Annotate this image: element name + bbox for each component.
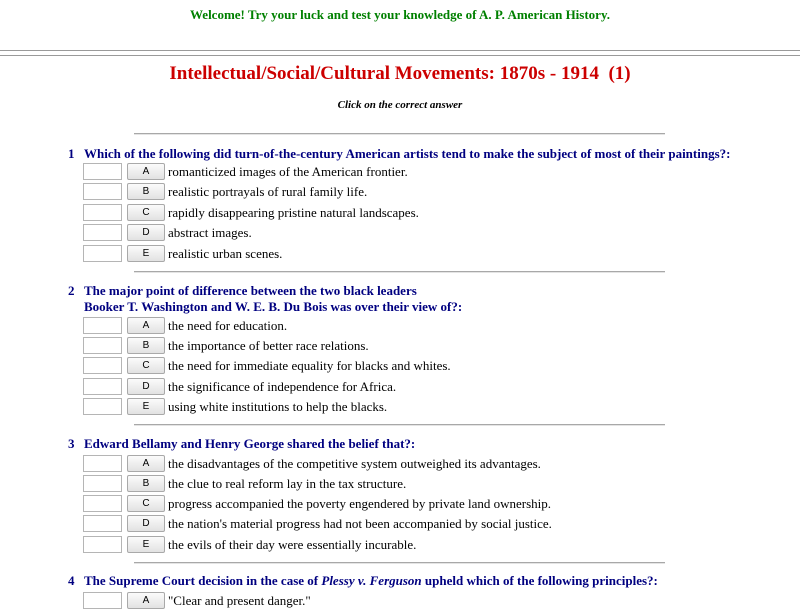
answer-b-button[interactable]: B bbox=[127, 337, 165, 354]
answer-e-button[interactable]: E bbox=[127, 398, 165, 415]
question-divider bbox=[134, 133, 665, 135]
question-number: 2 bbox=[68, 283, 75, 298]
answer-text: rapidly disappearing pristine natural landscapes. bbox=[168, 205, 419, 220]
answer-row bbox=[83, 495, 683, 514]
page-title: Intellectual/Social/Cultural Movements: 1870s - 1914 (1) bbox=[169, 63, 631, 84]
answer-e-button[interactable]: E bbox=[127, 536, 165, 553]
case-name: Plessy v. Ferguson bbox=[321, 573, 422, 588]
answer-d-button[interactable]: D bbox=[127, 378, 165, 395]
question-divider bbox=[134, 424, 665, 426]
question-text: Edward Bellamy and Henry George shared the belief that?: bbox=[84, 436, 416, 451]
question-text-line-2: Booker T. Washington and W. E. B. Du Bois was over their view of?: bbox=[84, 299, 463, 314]
header-divider bbox=[0, 50, 800, 56]
answer-b-button[interactable]: B bbox=[127, 183, 165, 200]
answer-row bbox=[83, 317, 683, 336]
question-2 bbox=[68, 283, 768, 315]
answer-text: the evils of their day were essentially incurable. bbox=[168, 537, 417, 552]
answer-text: progress accompanied the poverty engendered by private land ownership. bbox=[168, 496, 552, 511]
answer-c-button[interactable]: C bbox=[127, 357, 165, 374]
question-text-line-1: The major point of difference between the two black leaders bbox=[84, 283, 417, 298]
answer-row bbox=[83, 475, 683, 494]
answer-feedback-box bbox=[83, 224, 122, 241]
answer-text: the nation's material progress had not been accompanied by social justice. bbox=[168, 516, 552, 531]
answer-feedback-box bbox=[83, 515, 122, 532]
answer-feedback-box bbox=[83, 475, 122, 492]
welcome-banner: Welcome! Try your luck and test your knowledge of A. P. American History. bbox=[190, 7, 610, 22]
answer-a-button[interactable]: A bbox=[127, 592, 165, 609]
question-text bbox=[84, 573, 658, 589]
answer-a-button[interactable]: A bbox=[127, 317, 165, 334]
answer-d-button[interactable]: D bbox=[127, 224, 165, 241]
answer-row bbox=[83, 357, 683, 376]
answer-feedback-box bbox=[83, 398, 122, 415]
answer-text: the need for immediate equality for blacks and whites. bbox=[168, 358, 451, 373]
question-number: 4 bbox=[68, 573, 75, 588]
answer-text: abstract images. bbox=[168, 225, 252, 240]
answer-feedback-box bbox=[83, 337, 122, 354]
answer-feedback-box bbox=[83, 183, 122, 200]
answer-row bbox=[83, 245, 683, 264]
answer-c-button[interactable]: C bbox=[127, 495, 165, 512]
answer-text: the significance of independence for Africa. bbox=[168, 379, 397, 394]
answer-feedback-box bbox=[83, 163, 122, 180]
answer-row bbox=[83, 536, 683, 555]
question-text-end: upheld which of the following principles?: bbox=[421, 573, 658, 588]
answer-feedback-box bbox=[83, 317, 122, 334]
answer-c-button[interactable]: C bbox=[127, 204, 165, 221]
answer-feedback-box bbox=[83, 245, 122, 262]
question-text-start: The Supreme Court decision in the case of bbox=[84, 573, 322, 588]
answer-row bbox=[83, 455, 683, 474]
answer-row bbox=[83, 398, 683, 417]
answer-row bbox=[83, 163, 683, 182]
answer-feedback-box bbox=[83, 357, 122, 374]
answer-row bbox=[83, 224, 683, 243]
answer-feedback-box bbox=[83, 495, 122, 512]
answer-row bbox=[83, 378, 683, 397]
instruction-text: Click on the correct answer bbox=[337, 99, 463, 111]
answer-feedback-box bbox=[83, 536, 122, 553]
answer-feedback-box bbox=[83, 204, 122, 221]
answer-row bbox=[83, 183, 683, 202]
question-divider bbox=[134, 271, 665, 273]
question-number: 3 bbox=[68, 436, 75, 451]
answer-text: "Clear and present danger." bbox=[168, 593, 311, 608]
answer-text: using white institutions to help the blacks. bbox=[168, 399, 388, 414]
answer-feedback-box bbox=[83, 455, 122, 472]
answer-row bbox=[83, 592, 683, 611]
answer-text: the need for education. bbox=[168, 318, 288, 333]
answer-text: the disadvantages of the competitive system outweighed its advantages. bbox=[168, 456, 541, 471]
answer-text: the importance of better race relations. bbox=[168, 338, 369, 353]
answer-text: realistic urban scenes. bbox=[168, 246, 283, 261]
answer-text: the clue to real reform lay in the tax structure. bbox=[168, 476, 407, 491]
answer-text: romanticized images of the American frontier. bbox=[168, 164, 408, 179]
answer-row bbox=[83, 337, 683, 356]
answer-a-button[interactable]: A bbox=[127, 455, 165, 472]
answer-row bbox=[83, 204, 683, 223]
question-number: 1 bbox=[68, 146, 75, 161]
answer-row bbox=[83, 515, 683, 534]
question-text: Which of the following did turn-of-the-century American artists tend to make the subject of most of their paintings?: bbox=[84, 146, 731, 161]
answer-b-button[interactable]: B bbox=[127, 475, 165, 492]
answer-d-button[interactable]: D bbox=[127, 515, 165, 532]
answer-text: realistic portrayals of rural family life. bbox=[168, 184, 368, 199]
answer-e-button[interactable]: E bbox=[127, 245, 165, 262]
answer-feedback-box bbox=[83, 378, 122, 395]
answer-a-button[interactable]: A bbox=[127, 163, 165, 180]
question-divider bbox=[134, 562, 665, 564]
answer-feedback-box bbox=[83, 592, 122, 609]
